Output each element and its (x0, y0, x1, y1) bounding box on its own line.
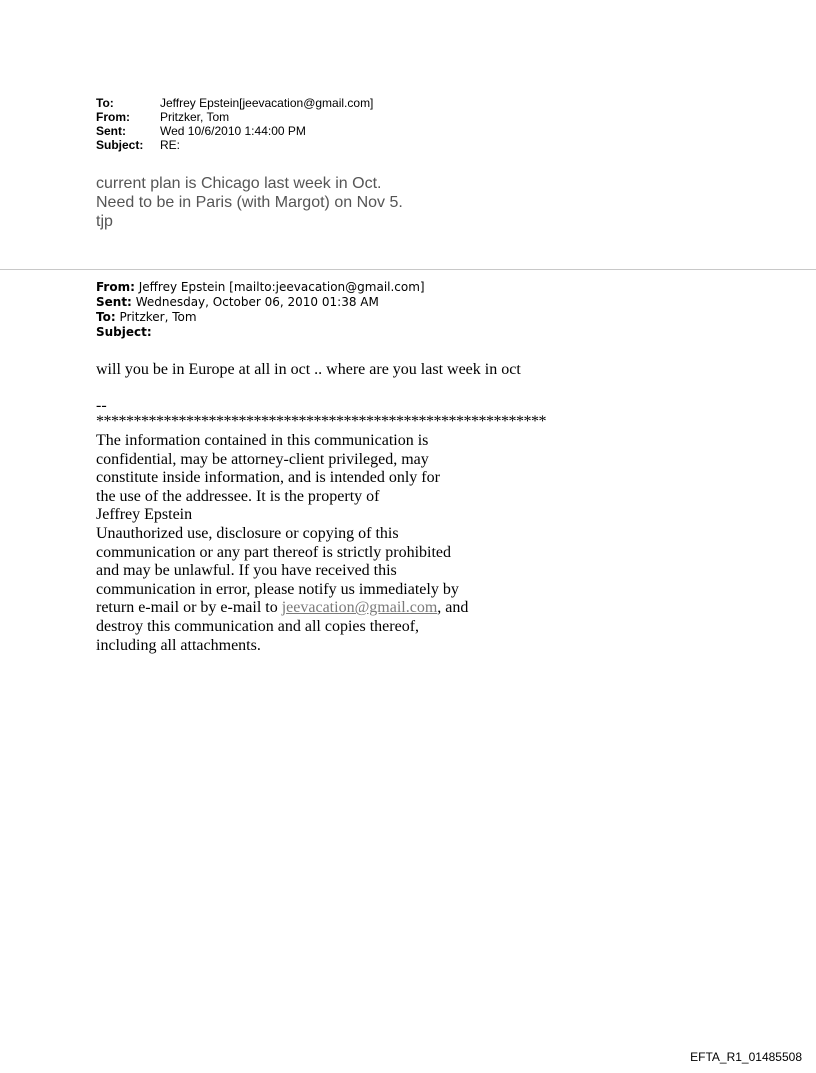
to-value: Jeffrey Epstein[jeevacation@gmail.com] (160, 96, 374, 110)
disclaimer-line: Unauthorized use, disclosure or copying of this (96, 524, 399, 542)
original-body: will you be in Europe at all in oct .. where are you last week in oct (96, 361, 521, 378)
orig-sent-value: Wednesday, October 06, 2010 01:38 AM (135, 295, 379, 309)
signature-stars: ************************************************************ (96, 413, 546, 430)
original-header (96, 280, 425, 340)
orig-sent-row (96, 295, 425, 310)
disclaimer (96, 432, 576, 655)
orig-to-value: Pritzker, Tom (119, 310, 197, 324)
disclaimer-line-with-link (96, 599, 576, 618)
reply-body-line: tjp (96, 213, 113, 230)
sent-value: Wed 10/6/2010 1:44:00 PM (160, 124, 306, 138)
orig-subject-label: Subject: (96, 325, 152, 339)
subject-label: Subject: (96, 138, 144, 152)
disclaimer-line: communication or any part thereof is strictly prohibited (96, 543, 452, 561)
orig-to-label: To: (96, 310, 116, 324)
disclaimer-line: destroy this communication and all copies thereof, (96, 617, 420, 635)
subject-value: RE: (160, 138, 181, 152)
sent-label: Sent: (96, 124, 126, 138)
orig-from-label: From: (96, 280, 135, 294)
reply-body-line: current plan is Chicago last week in Oct. (96, 175, 382, 192)
disclaimer-line: Jeffrey Epstein (96, 506, 193, 524)
disclaimer-line: confidential, may be attorney-client privileged, may (96, 450, 429, 468)
signature-dash: -- (96, 397, 107, 414)
reply-header (96, 96, 373, 152)
reply-body (96, 174, 403, 231)
disclaimer-line: The information contained in this communication is (96, 432, 429, 449)
from-label: From: (96, 110, 130, 124)
disclaimer-line: communication in error, please notify us immediately by (96, 580, 459, 598)
to-label: To: (96, 96, 114, 110)
orig-from-value: Jeffrey Epstein [mailto:jeevacation@gmail.com] (138, 280, 425, 294)
disclaimer-line-prefix: return e-mail or by e-mail to (96, 599, 282, 617)
message-divider (0, 269, 816, 270)
orig-from-row (96, 280, 425, 295)
orig-sent-label: Sent: (96, 295, 132, 309)
disclaimer-line: and may be unlawful. If you have received this (96, 562, 397, 580)
disclaimer-line: constitute inside information, and is intended only for (96, 469, 440, 487)
disclaimer-line: the use of the addressee. It is the property of (96, 487, 380, 505)
disclaimer-line: including all attachments. (96, 636, 261, 654)
subject-row (96, 138, 373, 152)
to-row (96, 96, 373, 110)
sent-row (96, 124, 373, 138)
orig-subject-row (96, 325, 425, 340)
from-value: Pritzker, Tom (160, 110, 230, 124)
email-link[interactable]: jeevacation@gmail.com (281, 599, 438, 617)
from-row (96, 110, 373, 124)
reply-body-line: Need to be in Paris (with Margot) on Nov 5. (96, 194, 403, 211)
orig-to-row (96, 310, 425, 325)
disclaimer-line-suffix: , and (437, 599, 469, 617)
document-id: EFTA_R1_01485508 (690, 1050, 802, 1064)
